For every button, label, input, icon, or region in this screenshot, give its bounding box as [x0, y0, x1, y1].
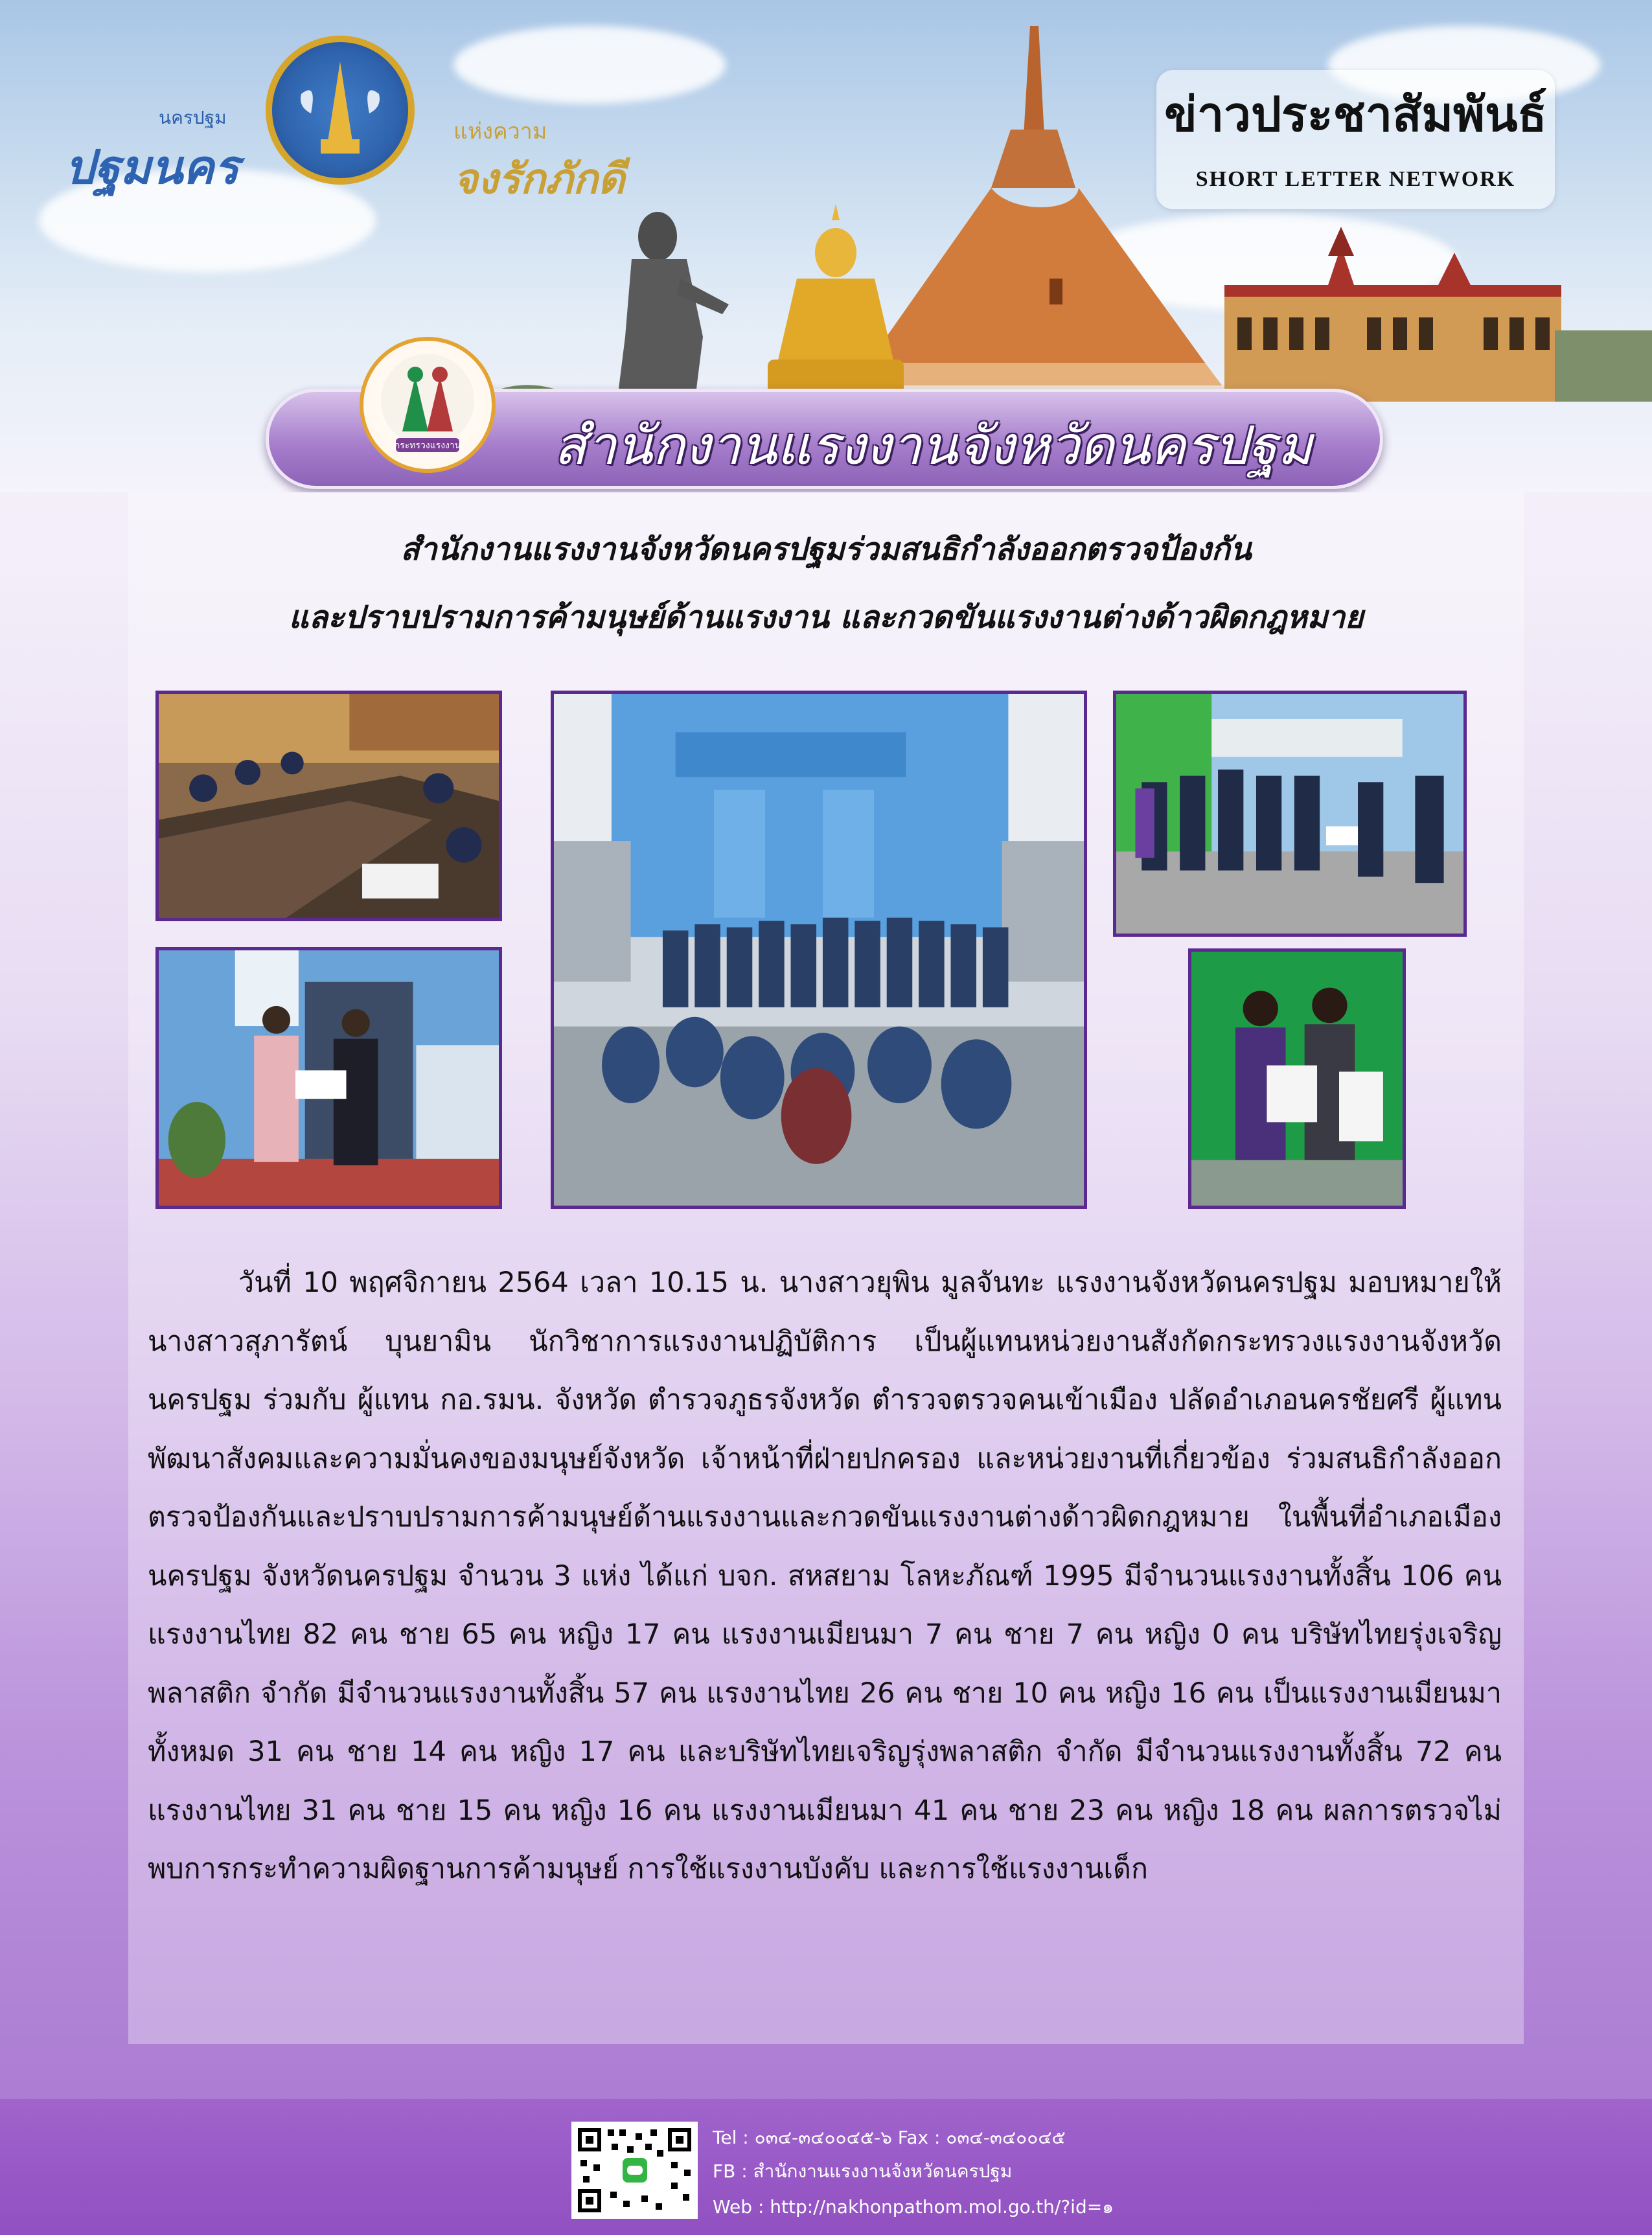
golden-buddha-statue [768, 204, 904, 395]
banner-title: สำนักงานแรงงานจังหวัดนครปฐม [554, 415, 1313, 477]
standing-buddha-statue [609, 212, 729, 408]
footer-website-link[interactable]: Web : http://nakhonpathom.mol.go.th/?id=๑ [713, 2196, 1114, 2218]
photo-campaign-bag-handover [1188, 948, 1406, 1209]
nakhon-pathom-province-seal [266, 36, 415, 185]
article-headline-line-1: สำนักงานแรงงานจังหวัดนครปฐมร่วมสนธิกำลังออกตรวจป้องกัน [400, 531, 1252, 567]
footer-phone-fax: Tel : ๐๓๔-๓๔๐๐๔๕-๖ Fax : ๐๓๔-๓๔๐๐๔๕ [713, 2127, 1066, 2148]
ministry-of-labour-seal [360, 337, 496, 473]
footer-facebook[interactable]: FB : สำนักงานแรงงานจังหวัดนครปฐม [713, 2160, 1013, 2182]
page-header [0, 0, 1652, 492]
article-body [148, 1254, 1502, 1899]
logo-loyalty-caption: แห่งความ [453, 119, 547, 144]
photo-meeting-room [155, 691, 502, 921]
ministry-seal-text: กระทรวงแรงงาน [394, 441, 461, 451]
line-qr-code[interactable] [571, 2122, 698, 2219]
photo-document-handover [155, 947, 502, 1209]
news-label-box [1156, 70, 1555, 209]
logo-patummanakorn: ปฐมนคร [65, 139, 239, 194]
logo-patummanakorn-caption: นครปฐม [159, 107, 227, 128]
article-body-text: วันที่ 10 พฤศจิกายน 2564 เวลา 10.15 น. นางสาวยุพิน มูลจันทะ แรงงานจังหวัดนครปฐม มอบหมายให้นางสาวสุภารัตน์ บุนยามิน นักวิชาการแรงงานปฏิบัติการ เป็นผู้แทนหน่วยงานสังกัดกระทรวงแรงงานจังหวัดนครปฐม ร่วมกับ ผู้แทน กอ.รมน. จังหวัด ตำรวจภูธรจังหวัด ตำรวจตรวจคนเข้าเมือง ปลัดอำเภอนครชัยศรี ผู้แทนพัฒนาสังคมและความมั่นคงของมนุษย์จังหวัด เจ้าหน้าที่ฝ่ายปกครอง และหน่วยงานที่เกี่ยวข้อง ร่วมสนธิกำลังออกตรวจป้องกันและปราบปรามการค้ามนุษย์ด้านแรงงานและกวดขันแรงงานต่างด้าวผิดกฎหมาย ในพื้นที่อำเภอเมืองนครปฐม จังหวัดนครปฐม จำนวน 3 แห่ง ได้แก่ บจก. สหสยาม โลหะภัณฑ์ 1995 มีจำนวนแรงงานทั้งสิ้น 106 คน แรงงานไทย 82 คน ชาย 65 คน หญิง 17 คน แรงงานเมียนมา 7 คน ชาย 7 คน หญิง 0 คน บริษัทไทยรุ่งเจริญพลาสติก จำกัด มีจำนวนแรงงานทั้งสิ้น 57 คน แรงงานไทย 26 คน ชาย 10 คน หญิง 16 คน เป็นแรงงานเมียนมาทั้งหมด 31 คน ชาย 14 คน หญิง 17 คน และบริษัทไทยเจริญรุ่งพลาสติก จำกัด มีจำนวนแรงงานทั้งสิ้น 72 คน แรงงานไทย 31 คน ชาย 15 คน หญิง 16 คน แรงงานเมียนมา 41 คน ชาย 23 คน หญิง 18 คน ผลการตรวจไม่พบการกระทำความผิดฐานการค้ามนุษย์ การใช้แรงงานบังคับ และการใช้แรงงานเด็ก [148, 1266, 1502, 1885]
photo-group-inspection-team [551, 691, 1087, 1209]
news-title: ข่าวประชาสัมพันธ์ [1164, 87, 1547, 143]
logo-loyalty: จงรักภักดี [453, 155, 625, 203]
sanam-chandra-palace [1224, 227, 1652, 402]
photo-factory-inspection [1113, 691, 1467, 937]
news-subtitle: SHORT LETTER NETWORK [1195, 167, 1516, 191]
article-headline-line-2: และปราบปรามการค้ามนุษย์ด้านแรงงาน และกวดขันแรงงานต่างด้าวผิดกฎหมาย [288, 599, 1364, 636]
